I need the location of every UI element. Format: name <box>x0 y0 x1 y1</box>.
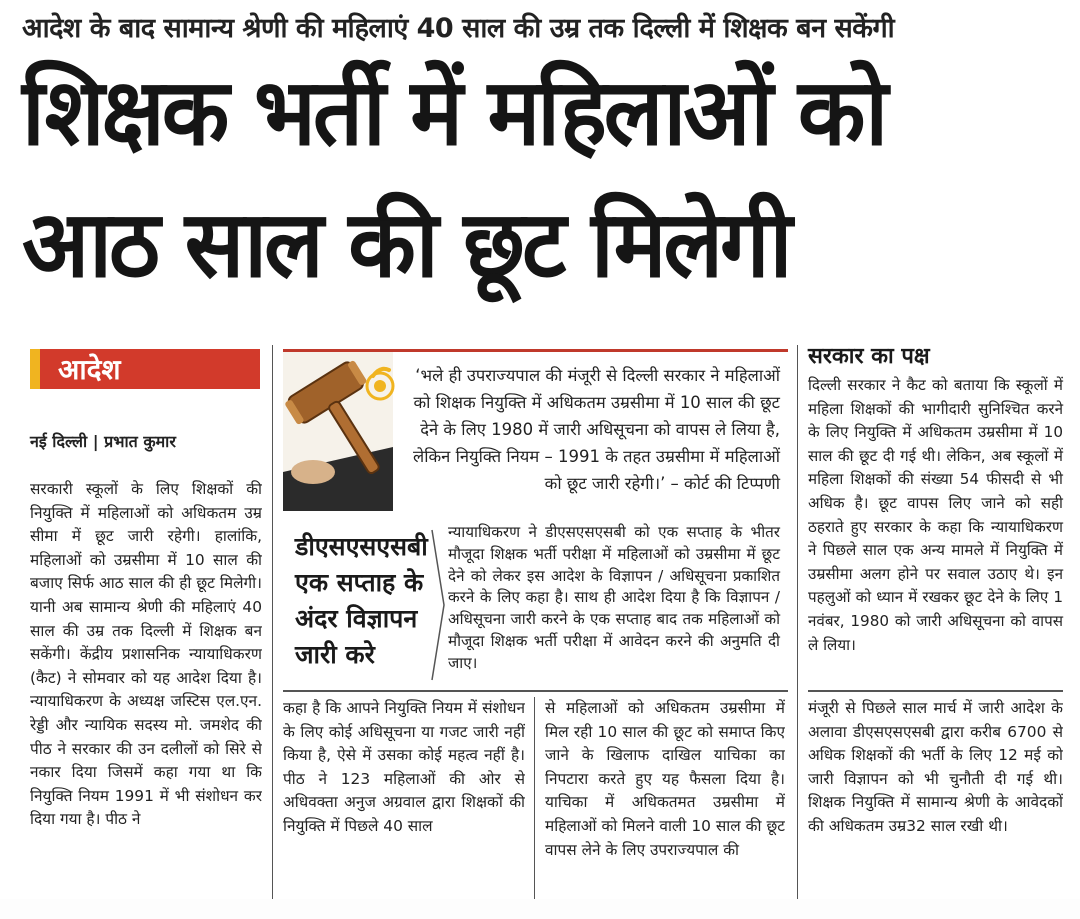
section-tag <box>30 349 260 389</box>
sidebar-body: न्यायाधिकरण ने डीएसएसएसबी को एक सप्ताह के भीतर मौजूदा शिक्षक भर्ती परीक्षा में महिलाओं को उम्रसीमा में छूट देने को लेकर इस आदेश के विज्ञापन / अधिसूचना प्रकाशित करने के लिए कहा है। साथ ही आदेश दिया है कि विज्ञापन / अधिसूचना जारी करने के एक सप्ताह बाद तक महिलाओं को मौजूदा शिक्षक भर्ती परीक्षा में आवेदन करने की अनुमति दी जाए। <box>448 523 780 672</box>
headline-line-1: शिक्षक भर्ती में महिलाओं को <box>22 58 886 167</box>
article-column-4: मंजूरी से पिछले साल मार्च में जारी आदेश के अलावा डीएसएसएसबी द्वारा करीब 6700 से अधिक शिक्षकों की भर्ती के लिए 12 मई को जारी विज्ञापन को भी चुनौती दी गई थी। शिक्षक नियुक्ति में सामान्य श्रेणी के आवेदकों की अधिकतम उम्र32 साल रखी थी। <box>808 699 1063 835</box>
box-divider <box>808 690 1063 692</box>
byline: नई दिल्ली | प्रभात कुमार <box>30 432 176 451</box>
article-column-2: कहा है कि आपने नियुक्ति नियम में संशोधन के लिए कोई अधिसूचना या गजट जारी नहीं किया है, ऐसे में उसका कोई महत्व नहीं है। पीठ ने 123 महिलाओं की ओर से अधिवक्ता अनुज अग्रवाल द्वारा शिक्षकों की नियुक्ति में पिछले 40 साल <box>283 699 525 835</box>
headline-line-2: आठ साल की छूट मिलेगी <box>22 190 790 299</box>
government-side-heading: सरकार का पक्ष <box>808 344 930 369</box>
section-tag-label: आदेश <box>58 353 121 386</box>
kicker: आदेश के बाद सामान्य श्रेणी की महिलाएं 40 साल की उम्र तक दिल्ली में शिक्षक बन सकेंगी <box>22 13 895 44</box>
court-quote-text: ‘भले ही उपराज्यपाल की मंजूरी से दिल्ली सरकार ने महिलाओं को शिक्षक नियुक्ति में अधिकतम उम्रसीमा में 10 साल की छूट देने के लिए 1980 में जारी अधिसूचना को वापस ले लिया है, लेकिन नियुक्ति नियम – 1991 के तहत उम्रसीमा में महिलाओं को छूट जारी रहेगी।’ – कोर्ट की टिप्पणी <box>413 366 780 493</box>
box-divider <box>283 690 788 692</box>
article-column-1: सरकारी स्कूलों के लिए शिक्षकों की नियुक्ति में महिलाओं को अधिकतम उम्र सीमा में छूट जारी रहेगी। हालांकि, महिलाओं को उम्रसीमा में 10 साल की बजाए सिर्फ आठ साल की ही छूट मिलेगी। यानी अब सामान्य श्रेणी की महिलाएं 40 साल की उम्र तक दिल्ली में शिक्षक बन सकेंगी। केंद्रीय प्रशासनिक न्यायाधिकरण (कैट) ने सोमवार को यह आदेश दिया है। न्यायाधिकरण के अध्यक्ष जस्टिस एल.एन. रेड्डी और न्यायिक सदस्य मो. जमशेद की पीठ ने सरकार की उन दलीलों को सिरे से नकार दिया जिसमें कहा गया था कि नियुक्ति नियम 1991 में भी संशोधन कर दिया गया है। पीठ ने <box>30 480 262 829</box>
government-side-body: दिल्ली सरकार ने कैट को बताया कि स्कूलों में महिला शिक्षकों की भागीदारी सुनिश्चित करने के लिए नियुक्ति में अधिकतम उम्रसीमा में 10 साल की छूट दी गई थी। लेकिन, अब स्कूलों में महिला शिक्षकों की संख्या 54 फीसदी से भी अधिक है। छूट वापस लिए जाने को सही ठहराते हुए सरकार के कहा कि न्यायाधिकरण ने पिछले साल एक अन्य मामले में नियुक्ति में उम्रसीमा अलग होने पर सवाल उठाए थे। इन पहलुओं को ध्यान में रखकर छूट देने के लिए 1 नवंबर, 1980 को जारी अधिसूचना को वापस ले लिया। <box>808 376 1063 654</box>
quote-mark-icon <box>363 366 397 402</box>
sidebar-title: डीएसएसएसबी एक सप्ताह के अंदर विज्ञापन जारी करे <box>295 532 428 669</box>
cropped-next-article-strip <box>0 899 1080 919</box>
chevron-right-icon <box>428 520 448 690</box>
column-divider <box>272 345 273 899</box>
article-column-3: से महिलाओं को अधिकतम उम्रसीमा में मिल रही 10 साल की छूट को समाप्त किए जाने के खिलाफ दाखिल याचिका का निपटारा करते हुए यह फैसला दिया है। याचिका में अधिकतमत उम्रसीमा में महिलाओं को मिलने वाली 10 साल की छूट वापस लेने के लिए उपराज्यपाल की <box>545 699 785 859</box>
tag-accent-bar <box>30 349 40 389</box>
column-divider <box>534 697 535 899</box>
sidebar-title-box <box>283 516 428 686</box>
column-divider <box>797 345 798 899</box>
